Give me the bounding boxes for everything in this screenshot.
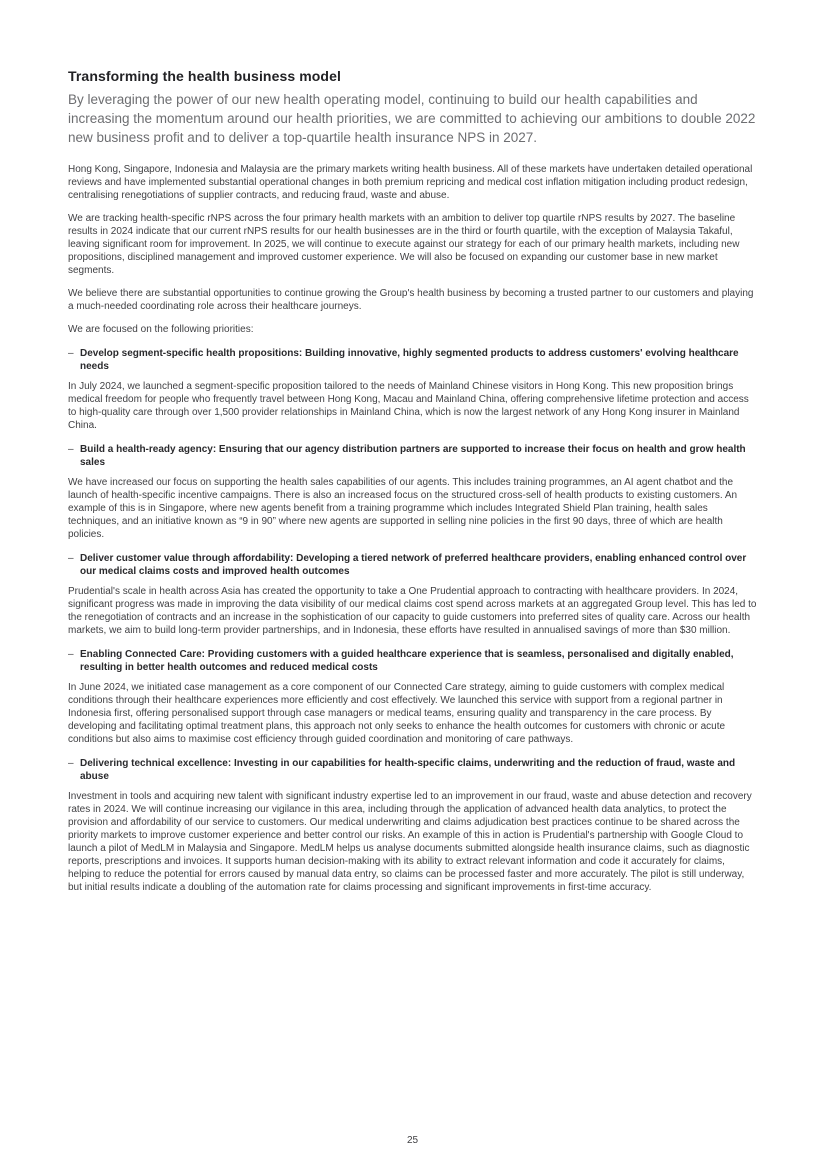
priority-heading: Delivering technical excellence: Investing in our capabilities for health-specific claims, underwriting and the reduction of fraud, waste and abuse [80,757,736,782]
priority-body: In July 2024, we launched a segment-specific proposition tailored to the needs of Mainland Chinese visitors in Hong Kong. This new proposition brings medical freedom for people who frequently travel between Hong Kong, Macau and Mainland China, offering comprehensive lifetime protection and access to high-quality care through over 1,500 provider relationships in Mainland China, which is now the largest network of any Hong Kong insurer in Mainland China. [68,380,749,431]
page-number: 25 [406,1135,419,1146]
dash-bullet: – [68,757,74,769]
priority-item [68,347,758,373]
dash-bullet: – [68,347,74,359]
priority-heading: Develop segment-specific health propositions: Building innovative, highly segmented products to address customers' evolving healthcare needs [80,347,739,372]
page-content [68,68,758,904]
priority-heading: Build a health-ready agency: Ensuring that our agency distribution partners are supported to increase their focus on health and grow health sales [80,443,746,468]
dash-bullet: – [68,443,74,455]
priority-item [68,648,758,674]
body-paragraph: We believe there are substantial opportunities to continue growing the Group's health business by becoming a trusted partner to our customers and playing a much-needed coordinating role across their healthcare journeys. [68,287,754,312]
priority-item [68,443,758,469]
priority-body: In June 2024, we initiated case management as a core component of our Connected Care strategy, aiming to guide customers with complex medical conditions through their healthcare experiences more efficiently and cost effectively. We launched this service with support from a regional partner in Indonesia first, offering personalised support through case managers or medical teams, ensuring quality and transparency in the care process. By developing and facilitating optimal treatment plans, this approach not only seeks to enhance the health outcomes for customers with chronic or acute conditions but also aims to maximise cost efficiency through guided coordination and monitoring of care pathways. [68,681,726,745]
dash-bullet: – [68,648,74,660]
lead-paragraph: By leveraging the power of our new health operating model, continuing to build our health capabilities and increasing the momentum around our health priorities, we are committed to achieving our ambitions to double 2022 new business profit and to deliver a top-quartile health insurance NPS in 2027. [68,92,756,145]
priority-body: We have increased our focus on supporting the health sales capabilities of our agents. This includes training programmes, an AI agent chatbot and the launch of health-specific incentive campaigns. There is also an increased focus on the structured cross-sell of health products to existing customers. An example of this is in Singapore, where new agents benefit from a training programme which includes Integrated Shield Plan training, health sales techniques, and an initiative known as “9 in 90” where new agents are supported in selling nine policies in the first 90 days, three of which are health policies. [68,476,738,540]
section-title: Transforming the health business model [68,68,341,84]
priority-body: Prudential's scale in health across Asia has created the opportunity to take a One Prudential approach to contracting with healthcare providers. In 2024, significant progress was made in improving the data visibility of our medical claims cost spend across markets at an aggregated Group level. This has led to the renegotiation of contracts and an increase in the sophistication of our capacity to guide customers into preferred sites of quality care. Across our health markets, we aim to build long-term provider partnerships, and in Indonesia, these efforts have resulted in annualised savings of more than $30 million. [68,585,757,636]
priority-item [68,552,758,578]
priority-heading: Enabling Connected Care: Providing customers with a guided healthcare experience that is seamless, personalised and digitally enabled, resulting in better health outcomes and reduced medical costs [80,648,734,673]
priority-item [68,757,758,783]
priority-heading: Deliver customer value through affordability: Developing a tiered network of preferred healthcare providers, enabling enhanced control over our medical claims costs and improved health outcomes [80,552,747,577]
priorities-intro: We are focused on the following priorities: [68,323,254,335]
dash-bullet: – [68,552,74,564]
body-paragraph: We are tracking health-specific rNPS across the four primary health markets with an ambition to deliver top quartile rNPS results by 2027. The baseline results in 2024 indicate that our current rNPS results for our health businesses are in the third or fourth quartile, with the exception of Malaysia Takaful, leaving significant room for improvement. In 2025, we will continue to execute against our strategy for each of our primary health markets, including new propositions, disciplined management and improved customer experience. We will also be focused on expanding our customer base in new market segments. [68,212,740,276]
priority-body: Investment in tools and acquiring new talent with significant industry expertise led to an improvement in our fraud, waste and abuse detection and recovery rates in 2024. We will continue increasing our vigilance in this area, including through the application of advanced health data analytics, to protect the provision and affordability of our service to customers. Our medical underwriting and claims adjudication best practices continue to be shared across the priority markets to improve customer experience and better control our risks. An example of this in action is Prudential's partnership with Google Cloud to launch a pilot of MedLM in Malaysia and Singapore. MedLM helps us analyse documents submitted alongside health insurance claims, such as diagnostic reports, prescriptions and invoices. It supports human decision-making with its ability to extract relevant information and code it accurately for claims, helping to reduce the potential for errors caused by manual data entry, so claims can be processed faster and more accurately. The pilot is still underway, but initial results indicate a doubling of the automation rate for claims processing and significant improvements in first-time accuracy. [68,790,752,893]
body-paragraph: Hong Kong, Singapore, Indonesia and Malaysia are the primary markets writing health business. All of these markets have undertaken detailed operational reviews and have implemented substantial operational changes in both premium repricing and medical cost inflation mitigation including product redesign, centralising renegotiations of supplier contracts, and reducing fraud, waste and abuse. [68,163,753,201]
